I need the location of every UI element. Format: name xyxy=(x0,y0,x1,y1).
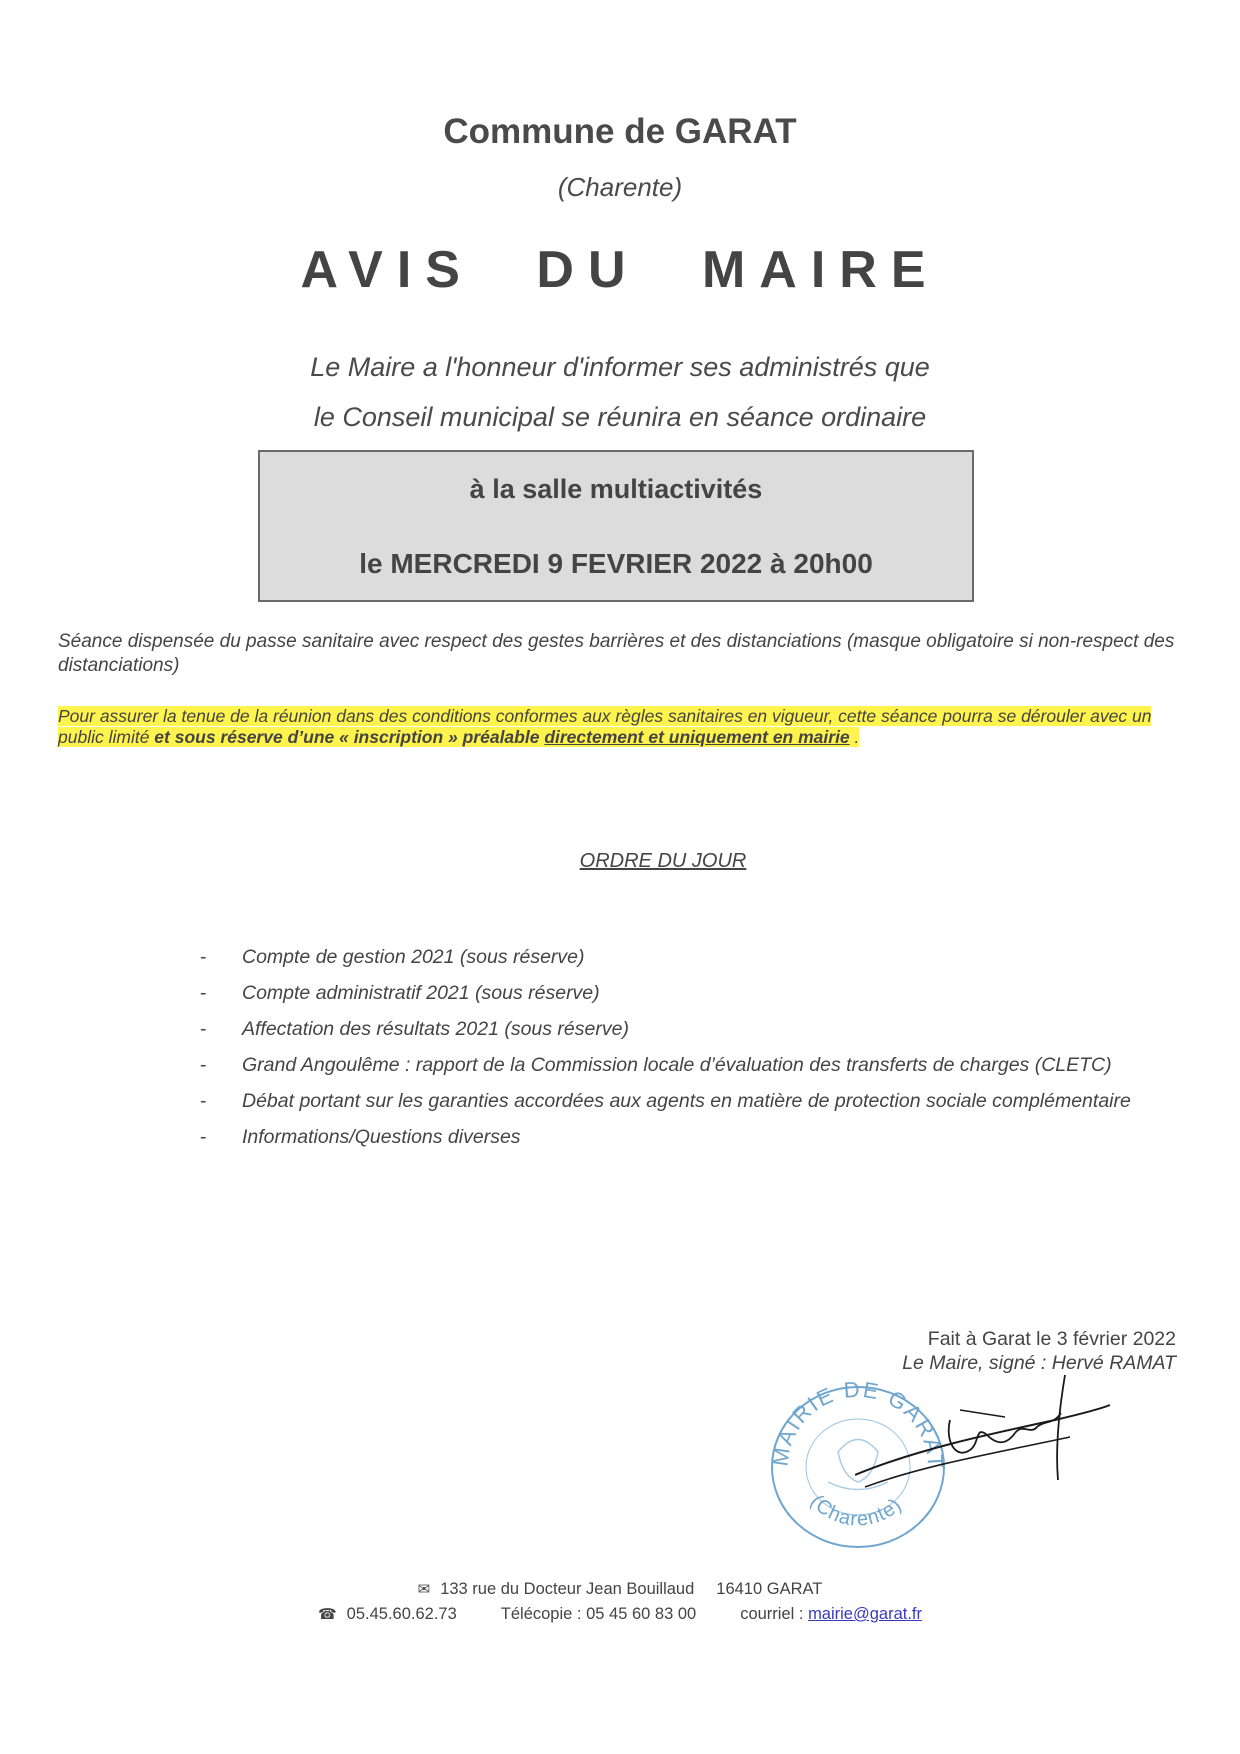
limited-public-note xyxy=(58,706,1183,748)
meeting-place: à la salle multiactivités xyxy=(469,474,763,504)
signature-place-date: Fait à Garat le 3 février 2022 xyxy=(927,1328,1176,1350)
footer-email-label: courriel : xyxy=(740,1605,804,1623)
intro-text xyxy=(0,342,1240,442)
limited-note-part1: Pour assurer la tenue de la réunion dans des conditions conformes aux règles sanitaires en vigueur, cette séance pourra se dérouler avec un public limité xyxy=(58,706,1152,747)
meeting-info-box xyxy=(258,450,974,602)
footer-postal: 16410 GARAT xyxy=(716,1580,823,1598)
meeting-date: le MERCREDI 9 FEVRIER 2022 à 20h00 xyxy=(359,548,873,579)
document-title: AVIS DU MAIRE xyxy=(300,241,940,299)
agenda-item: - Informations/Questions diverses xyxy=(200,1126,521,1148)
agenda-item: - Affectation des résultats 2021 (sous réserve) xyxy=(200,1018,629,1040)
limited-note-underline: directement et uniquement en mairie xyxy=(544,727,850,747)
footer-contact xyxy=(0,1605,1240,1624)
footer-street: 133 rue du Docteur Jean Bouillaud xyxy=(440,1580,695,1598)
sanitary-note: Séance dispensée du passe sanitaire avec respect des gestes barrières et des distanciations (masque obligatoire si non-respect des distanciations) xyxy=(58,631,1175,676)
agenda-item: - Grand Angoulême : rapport de la Commission locale d’évaluation des transferts de charges (CLETC) xyxy=(200,1054,1112,1076)
agenda-heading: ORDRE DU JOUR xyxy=(579,850,747,872)
agenda-list xyxy=(200,945,1176,1161)
stamp-text-bottom: (Charente) xyxy=(805,1490,907,1531)
signature-name: Le Maire, signé : Hervé RAMAT xyxy=(902,1352,1176,1374)
commune-name: Commune de GARAT xyxy=(443,112,797,151)
footer-phone: 05.45.60.62.73 xyxy=(346,1605,457,1623)
handwritten-signature-icon xyxy=(855,1365,1125,1515)
stamp-text-top: MAIRIE DE GARAT xyxy=(767,1376,949,1471)
agenda-item: - Compte de gestion 2021 (sous réserve) xyxy=(200,946,585,968)
agenda-item: - Compte administratif 2021 (sous réserve) xyxy=(200,982,600,1004)
footer-fax: Télécopie : 05 45 60 83 00 xyxy=(500,1605,697,1623)
intro-line-1: Le Maire a l'honneur d'informer ses administrés que xyxy=(310,352,930,382)
footer-email-link[interactable]: mairie@garat.fr xyxy=(808,1605,923,1623)
limited-note-bold: et sous réserve d’une « inscription » préalable xyxy=(154,727,545,747)
region-name: (Charente) xyxy=(557,172,683,202)
envelope-icon: ✉ xyxy=(417,1581,431,1598)
intro-line-2: le Conseil municipal se réunira en séance ordinaire xyxy=(313,402,927,432)
limited-note-end: . xyxy=(849,727,860,747)
agenda-item: - Débat portant sur les garanties accordées aux agents en matière de protection sociale complémentaire xyxy=(200,1090,1131,1112)
phone-icon: ☎ xyxy=(317,1606,337,1623)
footer-address xyxy=(0,1580,1240,1599)
